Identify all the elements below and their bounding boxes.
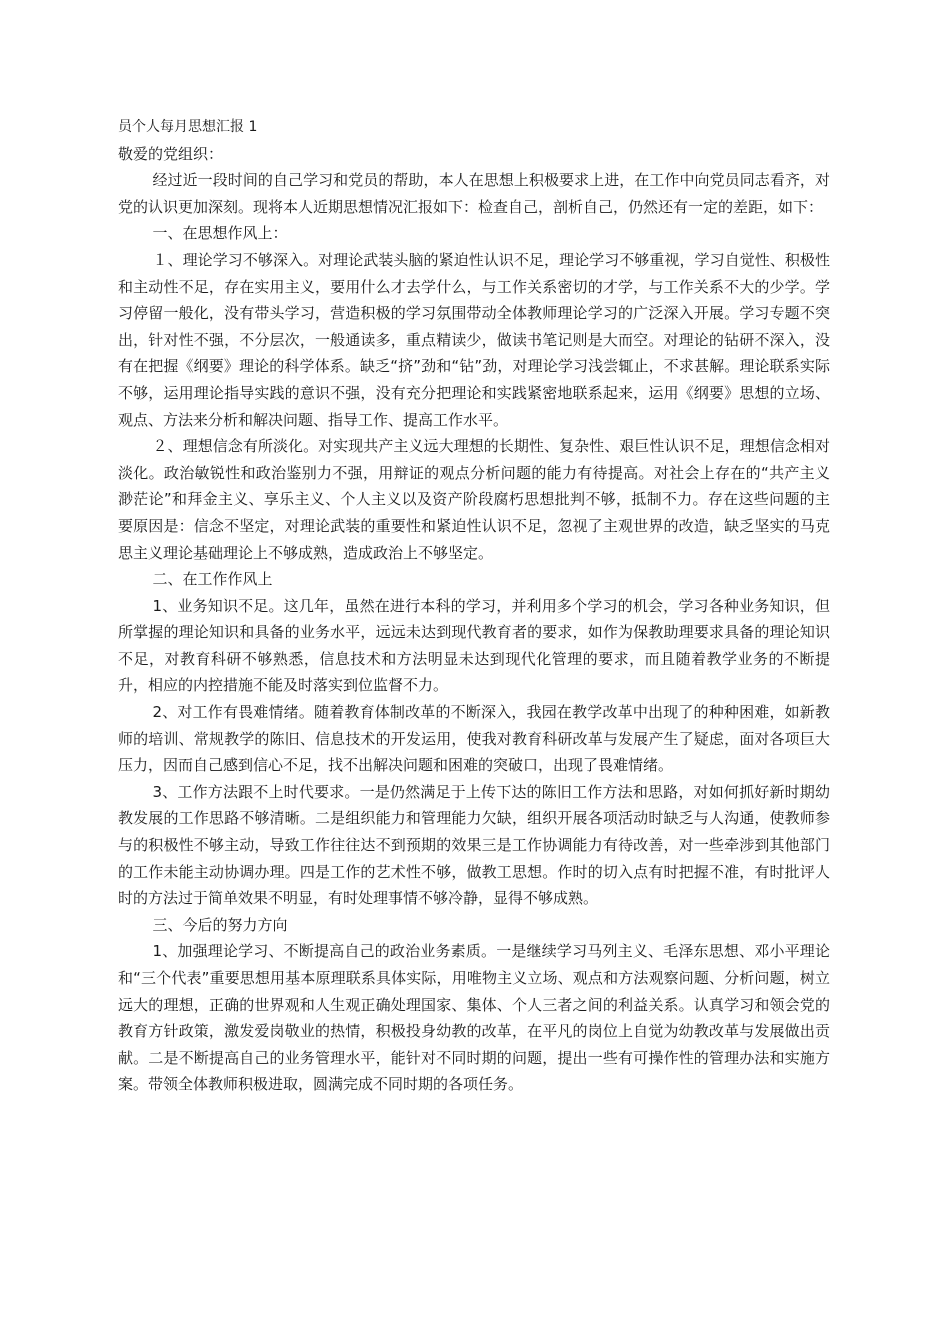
section-heading: 二、在工作作风上 <box>152 570 273 589</box>
body-paragraph: 3、工作方法跟不上时代要求。一是仍然满足于上传下达的陈旧工作方法和思路，对如何抓好新时期幼教发展的工作思路不够清晰。二是组织能力和管理能力欠缺，组织开展各项活动时缺乏与人沟通，使教师参与的积极性不够主动，导致工作往往达不到预期的效果三是工作协调能力有待改善，对一些牵涉到其他部门的工作未能主动协调办理。四是工作的艺术性不够，做教工思想。作时的切入点有时把握不准，有时批评人时的方法过于简单效果不明显，有时处理事情不够冷静，显得不够成熟。 <box>118 782 830 908</box>
body-paragraph: ２、理想信念有所淡化。对实现共产主义远大理想的长期性、复杂性、艰巨性认识不足，理想信念相对淡化。政治敏锐性和政治鉴别力不强，用辩证的观点分析问题的能力有待提高。对社会上存在的“共产主义渺茫论”和拜金主义、享乐主义、个人主义以及资产阶段腐朽思想批判不够，抵制不力。存在这些问题的主要原因是：信念不坚定，对理论武装的重要性和紧迫性认识不足，忽视了主观世界的改造，缺乏坚实的马克思主义理论基础理论上不够成熟，造成政治上不够坚定。 <box>118 437 830 562</box>
intro-paragraph: 经过近一段时间的自己学习和党员的帮助，本人在思想上积极要求上进，在工作中向党员同志看齐，对党的认识更加深刻。现将本人近期思想情况汇报如下：检查自己，剖析自己，仍然还有一定的差距，如下： <box>118 171 830 216</box>
body-paragraph: 1、业务知识不足。这几年，虽然在进行本科的学习，并利用多个学习的机会，学习各种业务知识，但所掌握的理论知识和具备的业务水平，远远未达到现代教育者的要求，如作为保教助理要求具备的理论知识不足，对教育科研不够熟悉，信息技术和方法明显未达到现代化管理的要求，而且随着教学业务的不断提升，相应的内控措施不能及时落实到位监督不力。 <box>118 596 830 695</box>
section-heading: 一、在思想作风上： <box>152 224 288 243</box>
body-paragraph: 2、对工作有畏难情绪。随着教育体制改革的不断深入，我园在教学改革中出现了的种种困难，如新教师的培训、常规教学的陈旧、信息技术的开发运用，使我对教育科研改革与发展产生了疑虑，面对各项巨大压力，因而自己感到信心不足，找不出解决问题和困难的突破口，出现了畏难情绪。 <box>118 703 830 775</box>
document-title: 员个人每月思想汇报 1 <box>118 119 258 135</box>
salutation: 敬爱的党组织： <box>118 144 224 163</box>
body-paragraph: １、理论学习不够深入。对理论武装头脑的紧迫性认识不足，理论学习不够重视，学习自觉性、积极性和主动性不足，存在实用主义，要用什么才去学什么，与工作关系密切的才学，与工作关系不大的少学。学习停留一般化，没有带头学习，营造积极的学习氛围带动全体教师理论学习的广泛深入开展。学习专题不突出，针对性不强，不分层次，一般通读多，重点精读少，做读书笔记则是大而空。对理论的钻研不深入，没有在把握《纲要》理论的科学体系。缺乏“挤”劲和“钻”劲，对理论学习浅尝辄止，不求甚解。理论联系实际不够，运用理论指导实践的意识不强，没有充分把理论和实践紧密地联系起来，运用《纲要》思想的立场、观点、方法来分析和解决问题、指导工作、提高工作水平。 <box>118 250 830 429</box>
document-body <box>118 114 830 1098</box>
section-heading: 三、今后的努力方向 <box>152 915 288 934</box>
body-paragraph: 1、加强理论学习、不断提高自己的政治业务素质。一是继续学习马列主义、毛泽东思想、邓小平理论和“三个代表”重要思想用基本原理联系具体实际，用唯物主义立场、观点和方法观察问题、分析问题，树立远大的理想，正确的世界观和人生观正确处理国家、集体、个人三者之间的利益关系。认真学习和领会党的教育方针政策，激发爱岗敬业的热情，积极投身幼教的改革，在平凡的岗位上自觉为幼教改革与发展做出贡献。二是不断提高自己的业务管理水平，能针对不同时期的问题，提出一些有可操作性的管理办法和实施方案。带领全体教师积极进取，圆满完成不同时期的各项任务。 <box>118 942 830 1094</box>
